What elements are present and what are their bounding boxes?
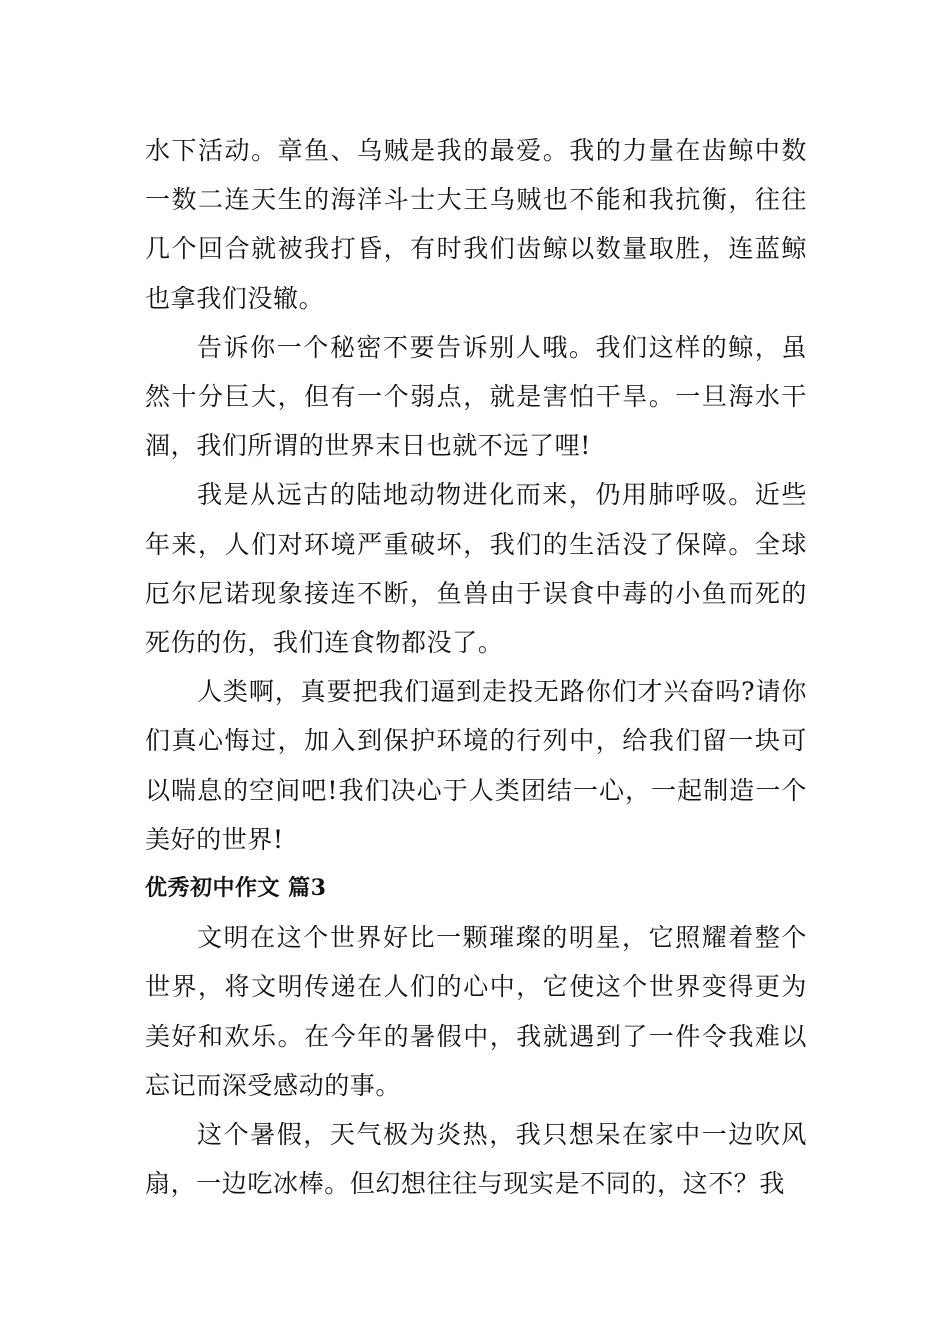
paragraph-appeal: 人类啊，真要把我们逼到走投无路你们才兴奋吗?请你们真心悔过，加入到保护环境的行列中，给我们留一块可以喘息的空间吧!我们决心于人类团结一心，一起制造一个美好的世界!	[145, 677, 807, 854]
paragraph-civilization: 文明在这个世界好比一颗璀璨的明星，它照耀着整个世界，将文明传递在人们的心中，它使这个世界变得更为美好和欢乐。在今年的暑假中，我就遇到了一件令我难以忘记而深受感动的事。	[145, 923, 807, 1100]
paragraph-continued: 水下活动。章鱼、乌贼是我的最爱。我的力量在齿鲸中数一数二连天生的海洋斗士大王乌贼也不能和我抗衡，往往几个回合就被我打昏，有时我们齿鲸以数量取胜，连蓝鲸也拿我们没辙。	[145, 136, 807, 313]
paragraph-evolution: 我是从远古的陆地动物进化而来，仍用肺呼吸。近些年来，人们对环境严重破坏，我们的生活没了保障。全球厄尔尼诺现象接连不断，鱼兽由于误食中毒的小鱼而死的死伤的伤，我们连食物都没了。	[145, 480, 807, 658]
section-title: 优秀初中作文 篇3	[145, 875, 327, 902]
paragraph-secret: 告诉你一个秘密不要告诉别人哦。我们这样的鲸，虽然十分巨大，但有一个弱点，就是害怕干旱。一旦海水干涸，我们所谓的世界末日也就不远了哩!	[145, 332, 807, 461]
article-body	[145, 126, 807, 1208]
paragraph-summer: 这个暑假，天气极为炎热，我只想呆在家中一边吹风扇，一边吃冰棒。但幻想往往与现实是不同的，这不？我	[145, 1120, 807, 1199]
